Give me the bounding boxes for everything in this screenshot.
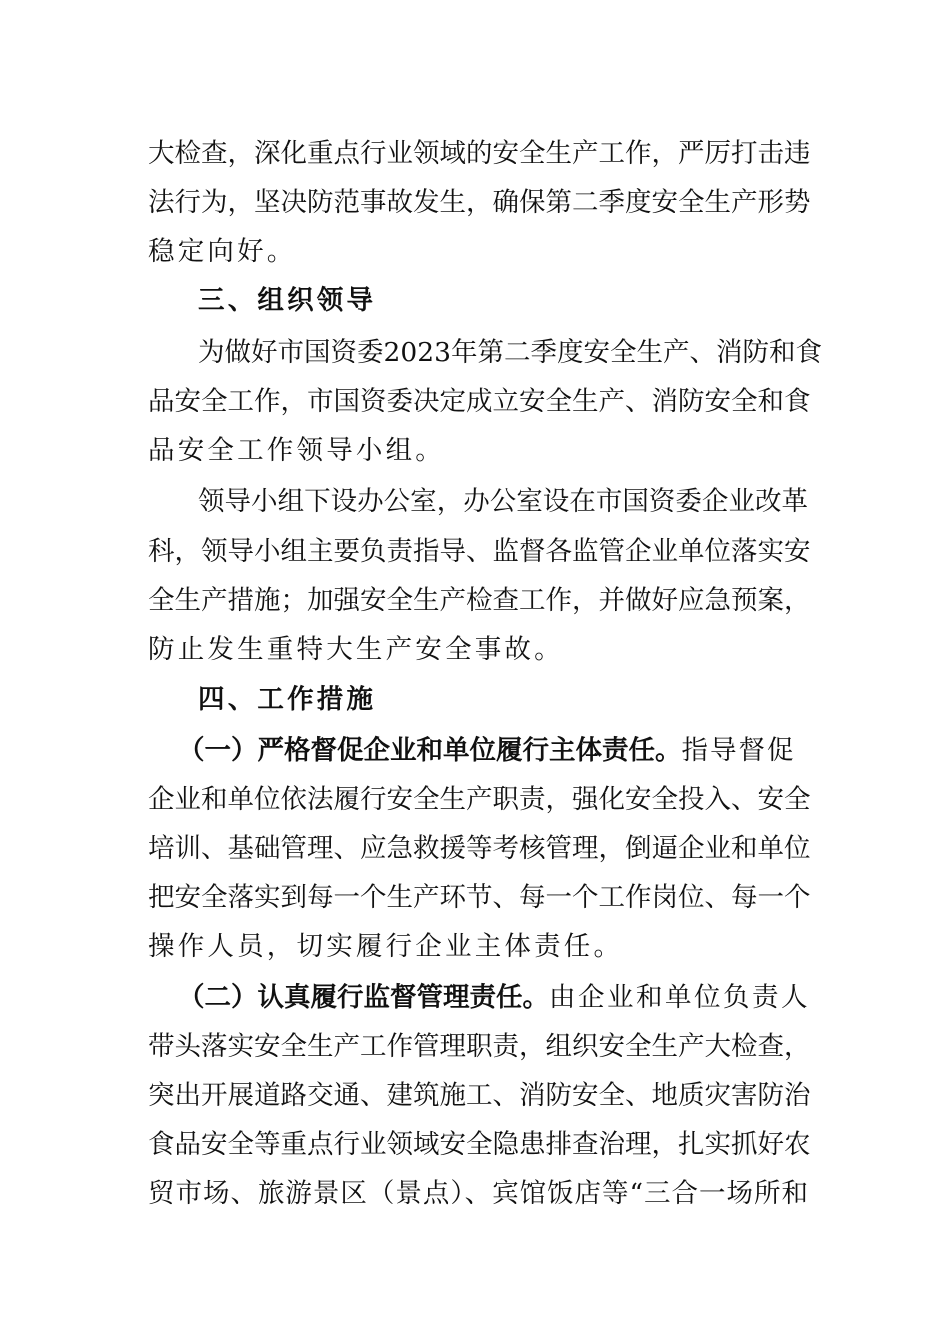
paragraph-line: 企业和单位依法履行安全生产职责，强化安全投入、安全 — [148, 784, 811, 815]
section-heading: 四、工作措施 — [198, 684, 377, 715]
section-heading: 三、组织领导 — [198, 285, 377, 316]
paragraph-line: 法行为，坚决防范事故发生，确保第二季度安全生产形势 — [148, 187, 811, 218]
paragraph-line: 品安全工作领导小组。 — [148, 435, 445, 466]
paragraph-line: 大检查，深化重点行业领域的安全生产工作，严厉打击违 — [148, 138, 811, 169]
paragraph-line: 把安全落实到每一个生产环节、每一个工作岗位、每一个 — [148, 882, 811, 913]
paragraph-line — [178, 978, 808, 1018]
paragraph-line: 为做好市国资委2023年第二季度安全生产、消防和食 — [198, 337, 822, 368]
paragraph-line: 贸市场、旅游景区（景点）、宾馆饭店等“三合一场所和 — [148, 1178, 808, 1209]
paragraph-line — [178, 731, 808, 771]
paragraph-line: 全生产措施；加强安全生产检查工作，并做好应急预案， — [148, 585, 811, 616]
paragraph-line: 防止发生重特大生产安全事故。 — [148, 634, 564, 665]
paragraph-text: 指导督促 — [681, 735, 796, 766]
paragraph-line: 品安全工作，市国资委决定成立安全生产、消防安全和食 — [148, 386, 811, 417]
subheading-lead: （一）严格督促企业和单位履行主体责任。 — [178, 735, 682, 766]
subheading-lead: （二）认真履行监督管理责任。 — [178, 982, 549, 1013]
paragraph-line: 带头落实安全生产工作管理职责，组织安全生产大检查， — [148, 1031, 811, 1062]
paragraph-line: 突出开展道路交通、建筑施工、消防安全、地质灾害防治 — [148, 1080, 811, 1111]
paragraph-line: 操作人员，切实履行企业主体责任。 — [148, 931, 624, 962]
paragraph-line: 稳定向好。 — [148, 236, 297, 267]
paragraph-line: 领导小组下设办公室，办公室设在市国资委企业改革 — [198, 486, 808, 517]
paragraph-line: 培训、基础管理、应急救援等考核管理，倒逼企业和单位 — [148, 833, 811, 864]
paragraph-line: 科，领导小组主要负责指导、监督各监管企业单位落实安 — [148, 536, 811, 567]
paragraph-text: 由企业和单位负责人 — [549, 982, 810, 1013]
paragraph-line: 食品安全等重点行业领域安全隐患排查治理，扎实抓好农 — [148, 1129, 811, 1160]
